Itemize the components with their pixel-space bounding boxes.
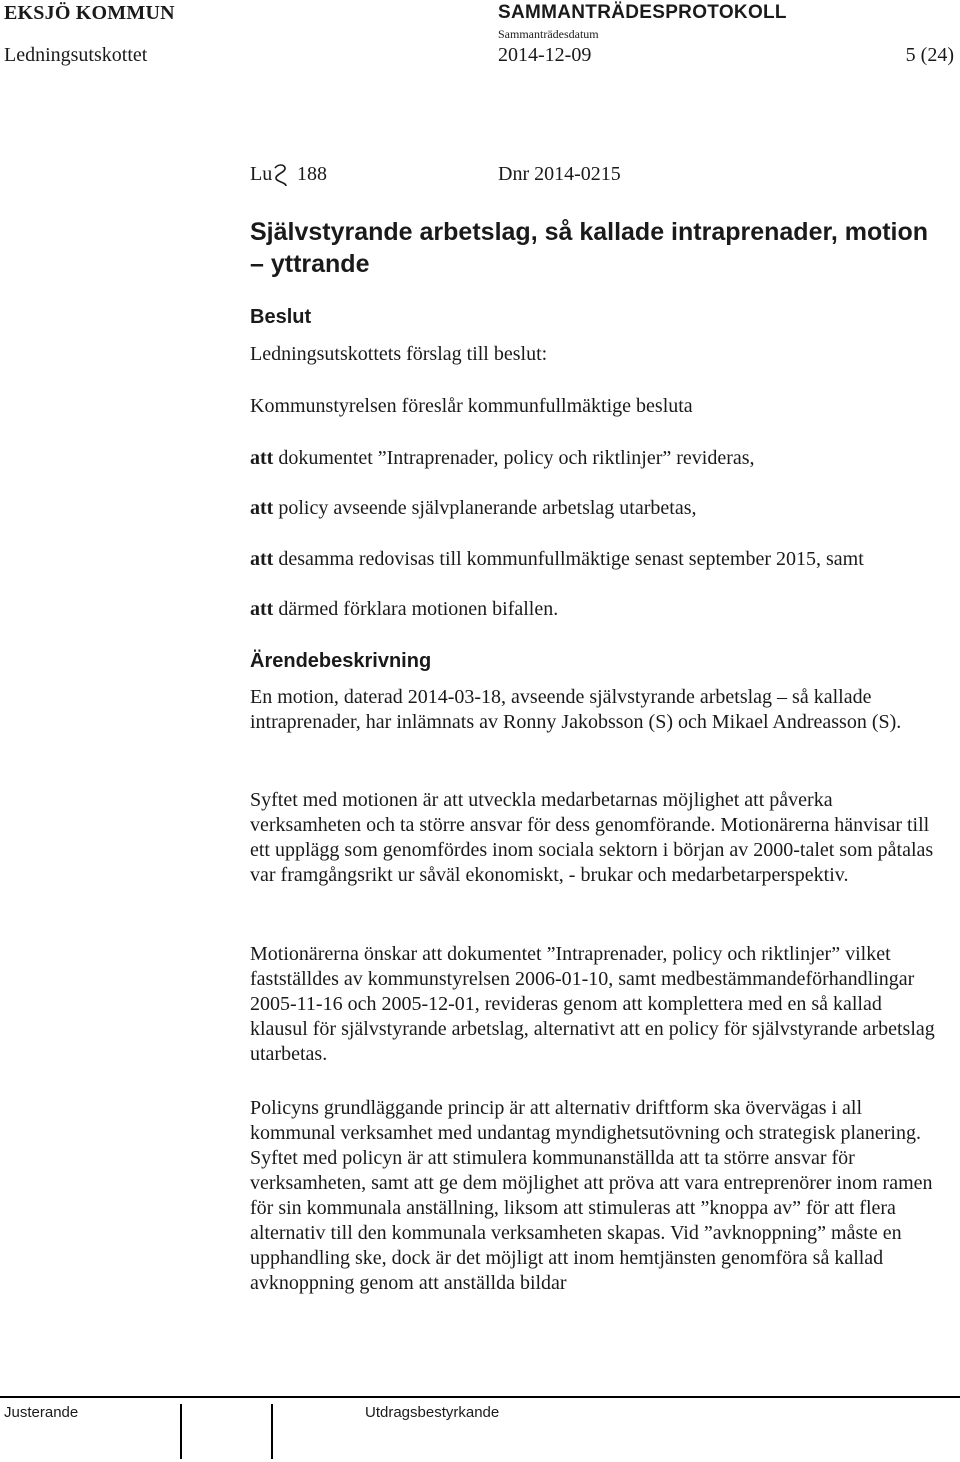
- description-paragraph: Syftet med motionen är att utveckla medarbetarnas möjlighet att påverka verksamheten och ta större ansvar för dess genomförande. Motionärerna hänvisar till ett upplägg som genomfördes inom sociala sektorn i början av 2000-talet som påtalas var framgångsrikt ur såväl ekonomiskt, - brukar och medarbetarperspektiv.: [250, 789, 934, 886]
- decision-clause: [250, 598, 558, 621]
- item-title: Självstyrande arbetslag, så kallade intraprenader, motion – yttrande: [250, 218, 929, 278]
- description-paragraph: En motion, daterad 2014-03-18, avseende självstyrande arbetslag – så kallade intraprenader, har inlämnats av Ronny Jakobsson (S) och Mikael Andreasson (S).: [250, 686, 902, 733]
- section-code: Lu: [250, 163, 273, 185]
- board-intro: Kommunstyrelsen föreslår kommunfullmäktige besluta: [250, 395, 693, 417]
- section-sign-icon: [270, 164, 292, 190]
- signature-divider: [271, 1404, 273, 1459]
- description-heading: Ärendebeskrivning: [250, 650, 432, 672]
- proposal-intro: Ledningsutskottets förslag till beslut:: [250, 343, 548, 365]
- description-paragraph: Motionärerna önskar att dokumentet ”Intraprenader, policy och riktlinjer” vilket fastställdes av kommunstyrelsen 2006-01-10, samt medbestämmandeförhandlingar 2005-11-16 och 2005-12-01, revideras genom att komplettera med en så kallad klausul för självstyrande arbetslag, alternativt att en policy för självstyrande arbetslag utarbetas.: [250, 943, 935, 1065]
- page-number: 5 (24): [905, 44, 954, 66]
- utdragsbestyrkande-label: Utdragsbestyrkande: [365, 1404, 500, 1421]
- decision-heading: Beslut: [250, 306, 312, 328]
- decision-clause: [250, 548, 864, 571]
- decision-clause: [250, 497, 696, 520]
- att-keyword: att: [250, 447, 274, 469]
- document-title: SAMMANTRÄDESPROTOKOLL: [498, 2, 787, 23]
- att-keyword: att: [250, 598, 274, 620]
- meeting-date: 2014-12-09: [498, 44, 592, 66]
- justerande-label: Justerande: [4, 1404, 79, 1421]
- registration-number: Dnr 2014-0215: [498, 163, 621, 185]
- clause-text: dokumentet ”Intraprenader, policy och riktlinjer” revideras,: [278, 447, 755, 469]
- footer-divider: [0, 1396, 960, 1398]
- signature-divider: [180, 1404, 182, 1459]
- att-keyword: att: [250, 548, 274, 570]
- municipality-name: EKSJÖ KOMMUN: [4, 2, 175, 24]
- clause-text: policy avseende självplanerande arbetslag utarbetas,: [278, 497, 697, 519]
- section-number: 188: [297, 163, 327, 185]
- clause-text: desamma redovisas till kommunfullmäktige senast september 2015, samt: [278, 548, 864, 570]
- meeting-date-label: Sammanträdesdatum: [498, 27, 599, 41]
- committee-name: Ledningsutskottet: [4, 44, 148, 66]
- description-paragraph: Policyns grundläggande princip är att alternativ driftform ska övervägas i all kommunal verksamhet med undantag myndighetsutövning och strategisk planering. Syftet med policyn är att stimulera kommunanställda att ta större ansvar för verksamheten, samt att ge dem möjlighet att pröva att vara entreprenörer inom ramen för sin kommunala anställning, liksom att stimuleras att ”knoppa av” för att flera alternativ till den kommunala verksamheten skapas. Vid ”avknoppning” måste en upphandling ske, dock är det möjligt att inom hemtjänsten genomföra så kallad avknoppning genom att anställda bildar: [250, 1097, 933, 1294]
- att-keyword: att: [250, 497, 274, 519]
- clause-text: därmed förklara motionen bifallen.: [278, 598, 559, 620]
- decision-clause: [250, 447, 755, 470]
